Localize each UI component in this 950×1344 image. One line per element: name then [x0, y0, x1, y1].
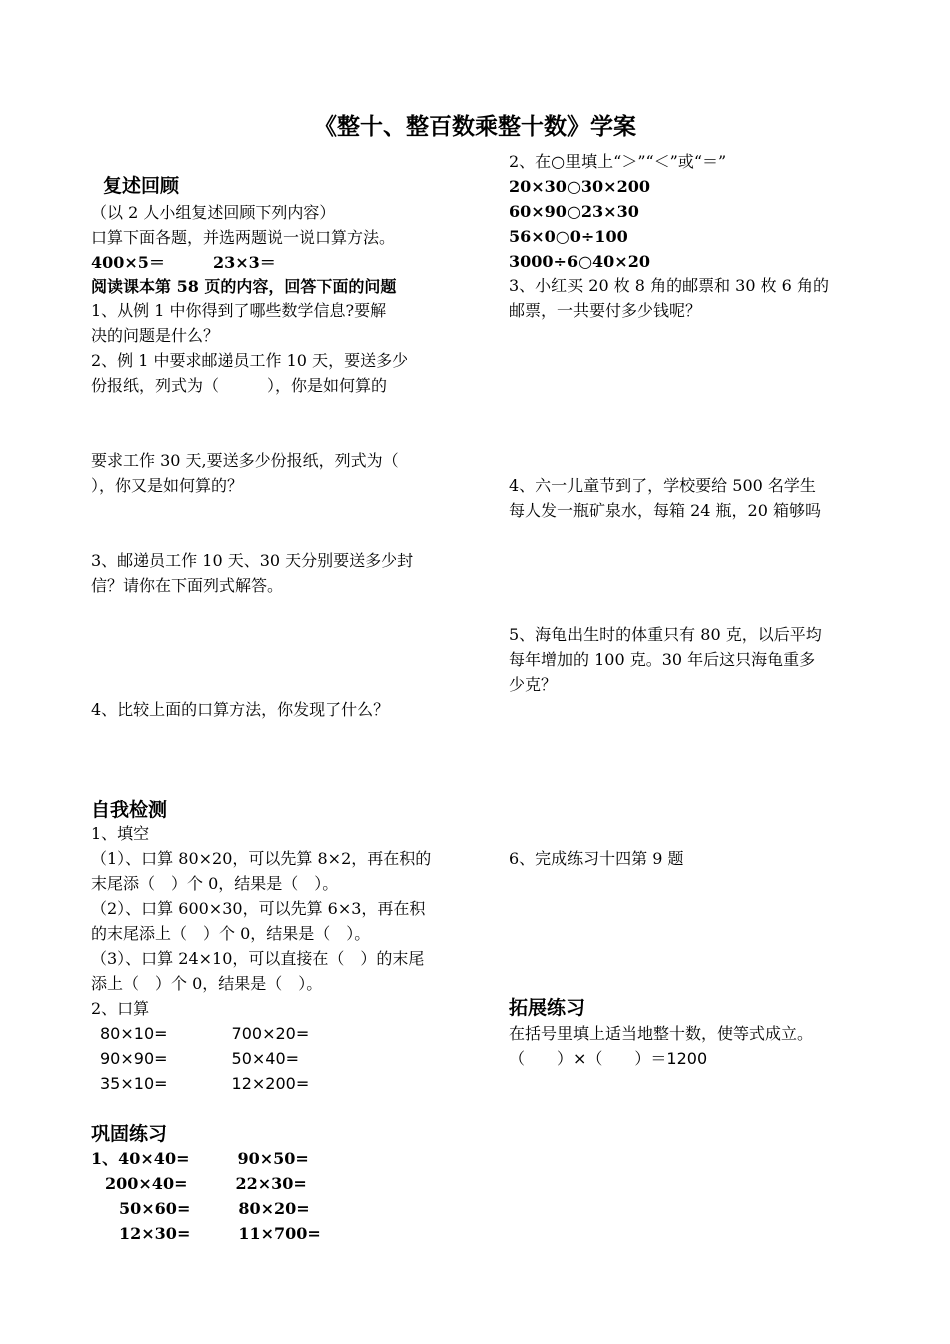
question-2-line-3: 要求工作 30 天,要送多少份报纸，列式为（ — [91, 451, 399, 470]
oral-row-3: 35×10= 12×200= — [100, 1074, 310, 1093]
question-1-line-1: 1、从例 1 中你得到了哪些数学信息?要解 — [91, 301, 387, 320]
question-2-line-2: 份报纸，列式为（ ），你是如何算的 — [91, 376, 388, 395]
extension-heading: 拓展练习 — [509, 997, 586, 1019]
oral-title: 2、口算 — [91, 999, 150, 1018]
compare-4: 3000÷6○40×20 — [509, 252, 650, 271]
fill-title: 1、填空 — [91, 824, 150, 843]
review-note: （以 2 人小组复述回顾下列内容） — [91, 203, 336, 222]
question-2-line-4: ），你又是如何算的？ — [91, 476, 244, 495]
review-calc: 400×5＝ 23×3＝ — [91, 253, 276, 272]
consolidate-row-1: 1、40×40= 90×50= — [91, 1149, 309, 1168]
fill-2-line-1: （2）、口算 600×30，可以先算 6×3，再在积 — [91, 899, 426, 918]
oral-row-1: 80×10= 700×20= — [100, 1024, 310, 1043]
oral-row-2: 90×90= 50×40= — [100, 1049, 300, 1068]
extension-equation: （ ）×（ ）＝1200 — [509, 1049, 708, 1068]
compare-3: 56×0○0÷100 — [509, 227, 628, 246]
question-3-line-1: 3、邮递员工作 10 天、30 天分别要送多少封 — [91, 551, 414, 570]
compare-2: 60×90○23×30 — [509, 202, 639, 221]
review-heading: 复述回顾 — [103, 175, 180, 197]
page-title: 《整十、整百数乘整十数》学案 — [314, 114, 636, 140]
problem-5-line-3: 少克？ — [509, 675, 558, 694]
problem-5-line-2: 每年增加的 100 克。30 年后这只海龟重多 — [509, 650, 816, 669]
fill-3-line-1: （3）、口算 24×10，可以直接在（ ）的末尾 — [91, 949, 425, 968]
question-4: 4、比较上面的口算方法，你发现了什么？ — [91, 700, 390, 719]
extension-instruction: 在括号里填上适当地整十数，使等式成立。 — [509, 1024, 814, 1043]
problem-4-line-2: 每人发一瓶矿泉水，每箱 24 瓶，20 箱够吗 — [509, 501, 821, 520]
fill-1-line-1: （1）、口算 80×20，可以先算 8×2，再在积的 — [91, 849, 432, 868]
problem-5-line-1: 5、海龟出生时的体重只有 80 克，以后平均 — [509, 625, 822, 644]
problem-3-line-1: 3、小红买 20 枚 8 角的邮票和 30 枚 6 角的 — [509, 276, 829, 295]
question-1-line-2: 决的问题是什么？ — [91, 326, 220, 345]
consolidate-row-2: 200×40= 22×30= — [105, 1174, 307, 1193]
problem-4-line-1: 4、六一儿童节到了，学校要给 500 名学生 — [509, 476, 816, 495]
compare-1: 20×30○30×200 — [509, 177, 650, 196]
fill-2-line-2: 的末尾添上（ ）个 0，结果是（ ）。 — [91, 924, 371, 943]
read-heading: 阅读课本第 58 页的内容，回答下面的问题 — [91, 277, 397, 296]
consolidate-row-3: 50×60= 80×20= — [119, 1199, 310, 1218]
problem-3-line-2: 邮票，一共要付多少钱呢？ — [509, 301, 702, 320]
consolidate-heading: 巩固练习 — [91, 1123, 168, 1145]
self-check-heading: 自我检测 — [91, 799, 168, 821]
question-2-line-1: 2、例 1 中要求邮递员工作 10 天，要送多少 — [91, 351, 409, 370]
question-3-line-2: 信？请你在下面列式解答。 — [91, 576, 284, 595]
review-instruction: 口算下面各题，并选两题说一说口算方法。 — [91, 228, 396, 247]
compare-title: 2、在○里填上“＞”“＜”或“＝” — [509, 152, 727, 171]
problem-6: 6、完成练习十四第 9 题 — [509, 849, 684, 868]
consolidate-row-4: 12×30= 11×700= — [119, 1224, 321, 1243]
fill-3-line-2: 添上（ ）个 0，结果是（ ）。 — [91, 974, 323, 993]
fill-1-line-2: 末尾添（ ）个 0，结果是（ ）。 — [91, 874, 339, 893]
